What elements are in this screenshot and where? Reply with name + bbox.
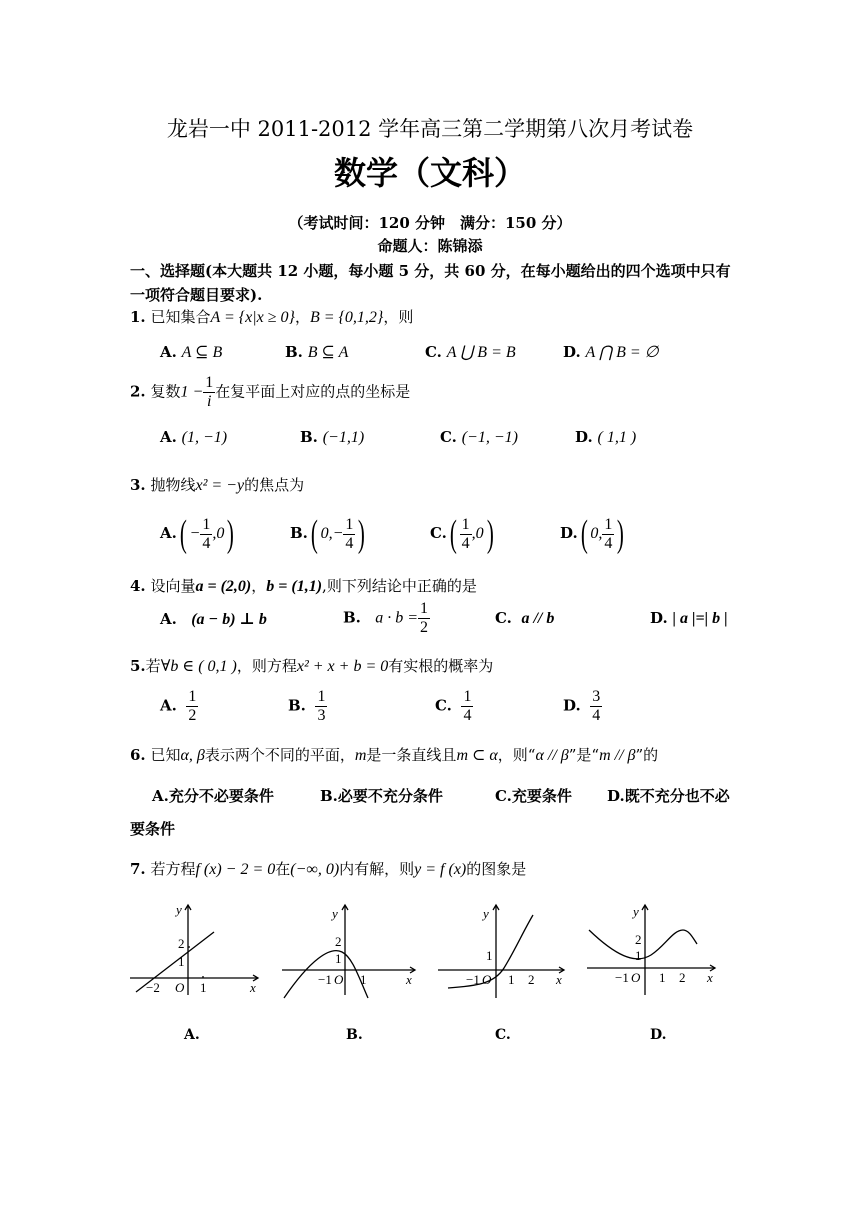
exam-subject: 数学（文科）: [333, 154, 526, 192]
q5-number: 5.: [130, 657, 146, 675]
graph-a-x-label: x: [250, 980, 256, 995]
graph-d-tick-x2: 2: [679, 970, 686, 985]
graph-b-label: B.: [346, 1027, 363, 1043]
q1-option-b: B. B ⊆ A: [285, 343, 349, 361]
q3-expr: x² = −y: [195, 477, 245, 494]
q3-option-d: D.( 0, $\frac{1}{4}$ ): [560, 513, 625, 555]
q3-number: 3.: [130, 476, 146, 494]
graph-c-label: C.: [495, 1027, 511, 1043]
q6-option-d-wrap: 要条件: [130, 820, 176, 838]
graph-c-tick-y1: 1: [486, 948, 493, 963]
q5-post: 有实根的概率为: [388, 657, 494, 675]
q5-option-a: A. $\frac{1}{2}$: [160, 688, 197, 724]
graph-b-origin: O: [334, 972, 344, 987]
q2-post: 在复平面上对应的点的坐标是: [215, 382, 411, 401]
graph-d-y-label: y: [633, 904, 639, 919]
graph-a-y-label: y: [176, 902, 182, 917]
q1-set-a: A = {x|x ≥ 0}: [210, 309, 295, 326]
question-7: 7. 若方程f (x) − 2 = 0在(−∞, 0)内有解，则y = f (x)的图象是: [130, 860, 527, 878]
graph-b-tick-xm1: −1: [318, 972, 332, 987]
question-3: [130, 474, 304, 495]
graph-a-tick-xm2: −2: [146, 980, 160, 995]
q4-pre: 设向量: [150, 577, 196, 595]
graph-d-tick-y2: 2: [635, 932, 642, 947]
question-4: [130, 575, 477, 596]
q5-mid: ，则方程: [236, 657, 297, 675]
q7-eq: f (x) − 2 = 0: [195, 861, 276, 878]
graph-d-x-label: x: [707, 970, 713, 985]
graph-d-tick-y1: 1: [635, 948, 642, 963]
q3-option-a: A.( − $\frac{1}{4}$ ,0): [160, 513, 235, 555]
graph-a-label: A.: [184, 1027, 200, 1043]
graph-d: [585, 900, 720, 1000]
q4-option-c: C. a // b: [495, 609, 555, 627]
q2-fraction: $\frac{1}{i}$: [205, 374, 214, 410]
graph-b: [280, 900, 420, 1000]
graph-d-origin: O: [631, 970, 641, 985]
q1-set-b: B = {0,1,2}: [309, 309, 384, 326]
question-6: 6. 已知α, β表示两个不同的平面，m是一条直线且m ⊂ α，则“α // β”是“m // β”的: [130, 746, 659, 764]
graph-d-tick-xm1: −1: [615, 970, 629, 985]
q1-option-c: C. A ⋃ B = B: [425, 343, 516, 361]
q4-option-b: B. a · b = $\frac{1}{2}$: [343, 600, 429, 636]
q2-expr: 1 −: [180, 383, 204, 401]
q5-pre: 若: [145, 657, 161, 675]
q5-cond: ∀b ∈ ( 0,1 ): [160, 658, 237, 675]
q4-option-d: D. | a |=| b |: [650, 609, 728, 627]
graph-b-y-label: y: [332, 906, 338, 921]
q4-number: 4.: [130, 577, 146, 595]
question-1: [130, 306, 413, 327]
q7-number: 7.: [130, 860, 146, 878]
graph-b-tick-y1: 1: [335, 951, 342, 966]
q2-option-b: B. (−1,1): [300, 428, 365, 446]
graph-a-tick-x1: 1: [200, 980, 207, 995]
q6-number: 6.: [130, 746, 146, 764]
q6-planes: α, β: [180, 747, 205, 764]
q5-option-d: D. $\frac{3}{4}$: [563, 688, 601, 724]
graph-c-origin: O: [482, 972, 492, 987]
graph-b-tick-x1: 1: [360, 972, 367, 987]
graph-c: [436, 900, 571, 1000]
graph-c-x-label: x: [556, 972, 562, 987]
q3-pre: 抛物线: [150, 476, 196, 494]
section-heading-cont: 一项符合题目要求).: [130, 286, 263, 304]
q1-comma: ，: [294, 308, 310, 326]
q4-post: ,则下列结论中正确的是: [322, 577, 477, 595]
q6-option-a: A.充分不必要条件: [152, 787, 274, 805]
graph-d-tick-x1: 1: [659, 970, 666, 985]
q6-option-c: C.充要条件: [495, 787, 572, 805]
q2-number: 2.: [130, 382, 146, 401]
q5-option-c: C. $\frac{1}{4}$: [435, 688, 472, 724]
graph-c-tick-x2: 2: [528, 972, 535, 987]
question-5: [130, 655, 493, 676]
graph-c-tick-x1: 1: [508, 972, 515, 987]
q4-comma: ，: [251, 577, 267, 595]
q4-vec-b: b = (1,1): [266, 578, 323, 595]
q2-pre: 复数: [150, 382, 181, 401]
graph-c-tick-xm1: −1: [466, 972, 480, 987]
q2-option-a: A. (1, −1): [160, 428, 228, 446]
q2-option-c: C. (−1, −1): [440, 428, 518, 446]
q6-option-d: D.既不充分也不必: [607, 787, 730, 805]
exam-author: 命题人：陈锦添: [377, 237, 483, 255]
q4-vec-a: a = (2,0): [195, 578, 252, 595]
q3-option-c: C.( $\frac{1}{4}$ ,0): [430, 513, 494, 555]
exam-info: （考试时间：120 分钟 满分：150 分）: [288, 214, 572, 232]
question-2: [130, 374, 410, 411]
q1-number: 1.: [130, 308, 146, 326]
q1-option-d: D. A ⋂ B = ∅: [563, 343, 659, 361]
graph-a-tick-y1: 1: [178, 954, 185, 969]
q2-option-d: D. ( 1,1 ): [575, 428, 637, 446]
graph-a-tick-y2: 2: [178, 936, 185, 951]
graph-a-origin: O: [175, 980, 185, 995]
q5-eq: x² + x + b = 0: [296, 658, 389, 675]
q4-option-a: A. (a − b) ⊥ b: [160, 610, 267, 628]
section-heading: 一、选择题(本大题共 12 小题，每小题 5 分，共 60 分，在每小题给出的四个选项中只有: [130, 262, 731, 280]
graph-a: [128, 900, 263, 1000]
q1-post: ，则: [383, 308, 414, 326]
q5-option-b: B. $\frac{1}{3}$: [288, 688, 326, 724]
exam-title: 龙岩一中 2011-2012 学年高三第二学期第八次月考试卷: [166, 117, 694, 141]
graph-b-x-label: x: [406, 972, 412, 987]
q1-option-a: A. A ⊆ B: [160, 343, 223, 361]
q1-pre: 已知集合: [150, 308, 211, 326]
graph-b-tick-y2: 2: [335, 934, 342, 949]
q3-option-b: B.( 0,− $\frac{1}{4}$ ): [290, 513, 366, 555]
q6-option-b: B.必要不充分条件: [320, 787, 443, 805]
graph-c-y-label: y: [483, 906, 489, 921]
graph-d-label: D.: [650, 1027, 667, 1043]
q3-post: 的焦点为: [244, 476, 305, 494]
